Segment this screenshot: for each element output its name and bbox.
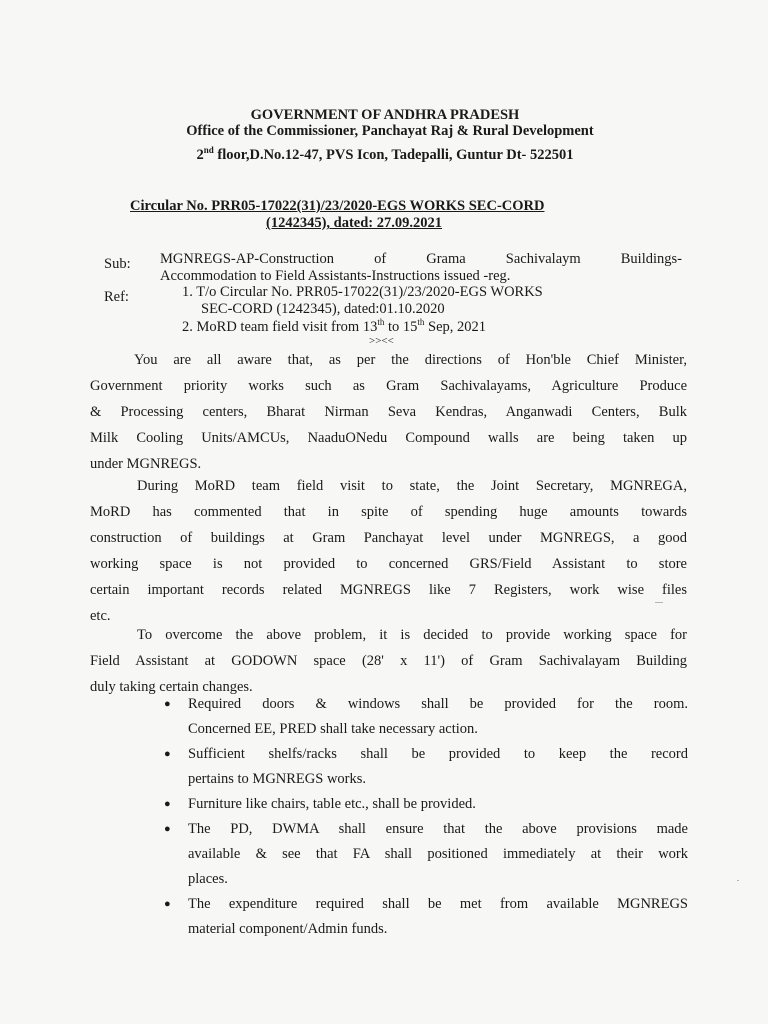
subject-line-2: Accommodation to Field Assistants-Instructions issued -reg. xyxy=(160,268,511,284)
reference-label: Ref: xyxy=(104,289,129,305)
header-address-sup: nd xyxy=(203,145,214,155)
subject-label: Sub: xyxy=(104,256,131,272)
bullet-line: Furniture like chairs, table etc., shall be provided. xyxy=(188,796,476,812)
scan-speck xyxy=(737,880,739,881)
circular-number: Circular No. PRR05-17022(31)/23/2020-EGS WORKS SEC-CORD xyxy=(130,198,545,214)
subject-line-1-text: MGNREGS-AP-Construction of Grama Sachivalaym Buildings- xyxy=(160,251,682,267)
bullet-dot-icon: ● xyxy=(164,823,171,835)
reference-item-2-sup2: th xyxy=(417,317,425,327)
bullet-dot-icon: ● xyxy=(164,748,171,760)
bullet-item xyxy=(166,692,688,742)
bullet-line: available & see that FA shall positioned immediately at their work xyxy=(188,846,688,862)
bullet-line: The expenditure required shall be met from available MGNREGS xyxy=(188,896,688,912)
bullet-line: The PD, DWMA shall ensure that the above provisions made xyxy=(188,821,688,837)
paragraph-2-line: working space is not provided to concerned GRS/Field Assistant to store xyxy=(90,556,687,572)
paragraph-3-line: duly taking certain changes. xyxy=(90,679,253,695)
reference-item-2-c: Sep, 2021 xyxy=(424,318,487,335)
paragraph-1-line: Milk Cooling Units/AMCUs, NaaduONedu Compound walls are being taken up xyxy=(90,430,687,446)
paragraph-1-line: & Processing centers, Bharat Nirman Seva Kendras, Anganwadi Centers, Bulk xyxy=(90,404,687,420)
bullet-line: Sufficient shelfs/racks shall be provided to keep the record xyxy=(188,746,688,762)
bullet-item xyxy=(166,792,688,817)
paragraph-1-line: under MGNREGS. xyxy=(90,456,202,472)
reference-separator: >><< xyxy=(369,335,394,347)
reference-item-2 xyxy=(182,317,486,336)
bullet-item xyxy=(166,817,688,892)
paragraph-2-line: MoRD has commented that in spite of spending huge amounts towards xyxy=(90,504,687,520)
bullet-dot-icon: ● xyxy=(164,798,171,810)
subject-line-1 xyxy=(160,251,682,268)
paragraph-3-line: Field Assistant at GODOWN space (28' x 11') of Gram Sachivalayam Building xyxy=(90,653,687,669)
bullet-line: Required doors & windows shall be provided for the room. xyxy=(188,696,688,712)
paragraph-2-line: construction of buildings at Gram Panchayat level under MGNREGS, a good xyxy=(90,530,687,546)
paragraph-3-line: To overcome the above problem, it is decided to provide working space for xyxy=(137,627,687,643)
bullet-dot-icon: ● xyxy=(164,898,171,910)
reference-item-1-line-1: 1. T/o Circular No. PRR05-17022(31)/23/2020-EGS WORKS xyxy=(182,284,543,300)
header-address-floor: 2 xyxy=(196,146,204,163)
paragraph-1-line: Government priority works such as Gram Sachivalayams, Agriculture Produce xyxy=(90,378,687,394)
bullet-line: places. xyxy=(188,871,228,887)
header-office: Office of the Commissioner, Panchayat Raj & Rural Development xyxy=(186,123,594,139)
circular-date: (1242345), dated: 27.09.2021 xyxy=(266,215,443,231)
reference-item-2-a: 2. MoRD team field visit from 13 xyxy=(182,318,378,335)
reference-item-2-sup1: th xyxy=(377,317,385,327)
paragraph-1-line: You are all aware that, as per the directions of Hon'ble Chief Minister, xyxy=(134,352,687,368)
scan-speck xyxy=(655,602,663,603)
reference-item-1-line-2: SEC-CORD (1242345), dated:01.10.2020 xyxy=(201,301,445,317)
bullet-line: Concerned EE, PRED shall take necessary action. xyxy=(188,721,478,737)
bullet-list xyxy=(166,692,688,942)
header-government: GOVERNMENT OF ANDHRA PRADESH xyxy=(250,107,520,123)
bullet-dot-icon: ● xyxy=(164,698,171,710)
header-address xyxy=(90,141,680,165)
bullet-item xyxy=(166,892,688,942)
bullet-line: pertains to MGNREGS works. xyxy=(188,771,367,787)
paragraph-2 xyxy=(90,473,687,629)
paragraph-2-line: certain important records related MGNREGS like 7 Registers, work wise files xyxy=(90,582,687,598)
paragraph-2-line: etc. xyxy=(90,608,111,624)
bullet-line: material component/Admin funds. xyxy=(188,921,388,937)
header-address-rest: floor,D.No.12-47, PVS Icon, Tadepalli, Guntur Dt- 522501 xyxy=(213,146,574,163)
paragraph-3 xyxy=(90,622,687,700)
paragraph-2-line: During MoRD team field visit to state, the Joint Secretary, MGNREGA, xyxy=(137,478,687,494)
reference-item-2-b: to 15 xyxy=(384,318,418,335)
bullet-item xyxy=(166,742,688,792)
paragraph-1 xyxy=(90,347,687,477)
